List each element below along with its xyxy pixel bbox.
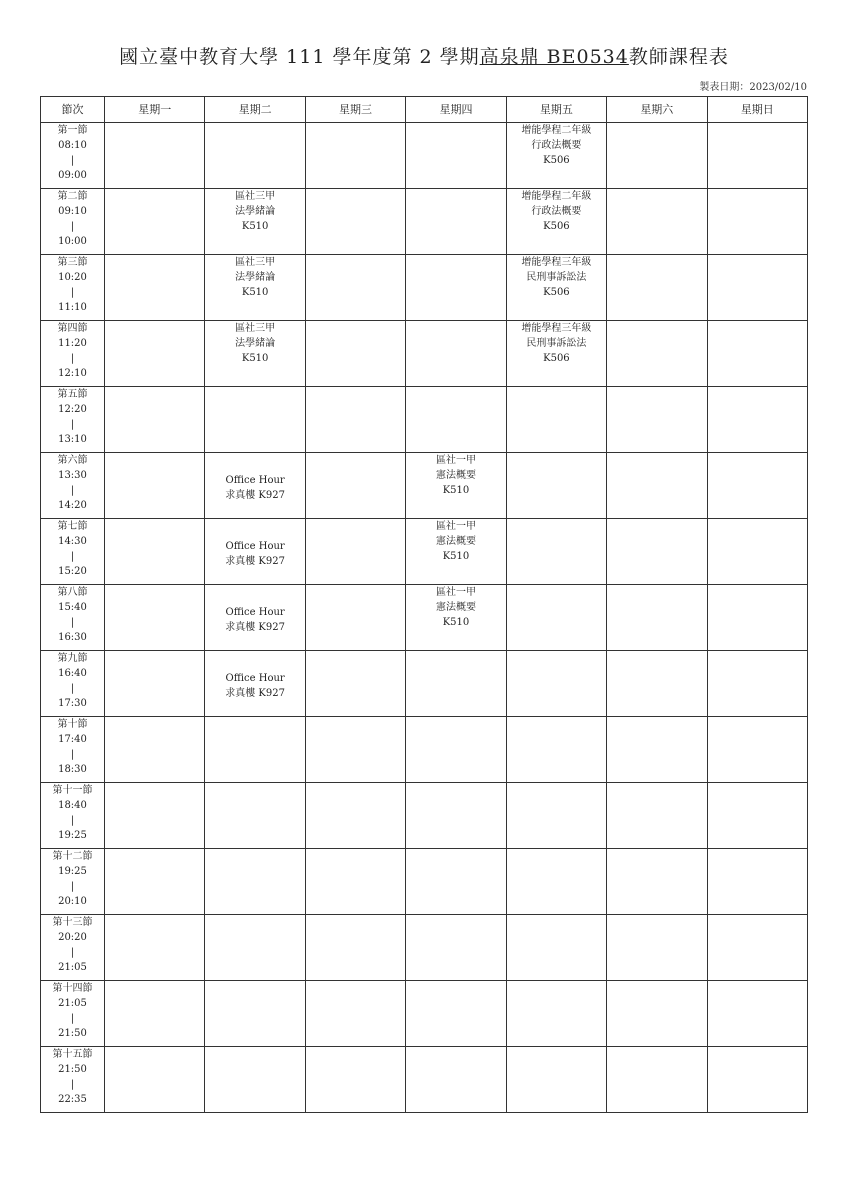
schedule-cell bbox=[305, 651, 405, 717]
course-cell bbox=[406, 453, 506, 519]
schedule-cell bbox=[406, 651, 506, 717]
period-start: 14:30 bbox=[58, 536, 87, 547]
course-line: 民刑事訴訟法 bbox=[526, 338, 587, 349]
schedule-cell bbox=[105, 717, 205, 783]
period-sep: | bbox=[70, 749, 75, 760]
schedule-cell bbox=[607, 585, 707, 651]
period-sep: | bbox=[70, 947, 75, 958]
schedule-cell bbox=[707, 651, 807, 717]
course-line: 求真樓 K927 bbox=[225, 490, 285, 501]
period-name: 第六節 bbox=[57, 455, 88, 466]
period-cell bbox=[41, 1047, 105, 1113]
schedule-cell bbox=[406, 783, 506, 849]
schedule-cell bbox=[506, 519, 606, 585]
course-cell bbox=[506, 189, 606, 255]
header-tuesday: 星期二 bbox=[205, 97, 305, 123]
course-line: K510 bbox=[241, 287, 269, 298]
course-line: 民刑事訴訟法 bbox=[526, 272, 587, 283]
period-row bbox=[41, 255, 808, 321]
schedule-cell bbox=[105, 321, 205, 387]
schedule-cell bbox=[305, 123, 405, 189]
schedule-cell bbox=[305, 453, 405, 519]
period-start: 21:05 bbox=[58, 998, 87, 1009]
course-line: 區社一甲 bbox=[435, 587, 476, 598]
schedule-cell bbox=[707, 849, 807, 915]
period-cell bbox=[41, 189, 105, 255]
period-end: 19:25 bbox=[58, 830, 87, 841]
schedule-cell bbox=[607, 981, 707, 1047]
schedule-cell bbox=[205, 387, 305, 453]
period-cell bbox=[41, 255, 105, 321]
period-row bbox=[41, 387, 808, 453]
header-sunday: 星期日 bbox=[707, 97, 807, 123]
period-start: 13:30 bbox=[58, 470, 87, 481]
schedule-cell bbox=[105, 387, 205, 453]
schedule-cell bbox=[506, 915, 606, 981]
period-row bbox=[41, 453, 808, 519]
schedule-cell bbox=[607, 783, 707, 849]
course-line: 區社三甲 bbox=[235, 191, 276, 202]
period-start: 10:20 bbox=[58, 272, 87, 283]
course-line: K506 bbox=[543, 353, 570, 364]
course-cell bbox=[205, 651, 305, 717]
period-name: 第七節 bbox=[57, 521, 88, 532]
period-start: 19:25 bbox=[58, 866, 87, 877]
period-sep: | bbox=[70, 815, 75, 826]
schedule-cell bbox=[707, 453, 807, 519]
schedule-cell bbox=[506, 717, 606, 783]
schedule-cell bbox=[105, 915, 205, 981]
page-title bbox=[0, 44, 848, 70]
period-cell bbox=[41, 849, 105, 915]
period-sep: | bbox=[70, 419, 75, 430]
period-end: 15:20 bbox=[58, 566, 87, 577]
period-cell bbox=[41, 321, 105, 387]
course-cell bbox=[205, 255, 305, 321]
course-line: K506 bbox=[543, 221, 570, 232]
schedule-cell bbox=[105, 255, 205, 321]
period-cell bbox=[41, 585, 105, 651]
schedule-cell bbox=[406, 387, 506, 453]
schedule-cell bbox=[105, 849, 205, 915]
schedule-cell bbox=[607, 915, 707, 981]
course-line: 增能學程三年級 bbox=[521, 323, 592, 334]
period-end: 18:30 bbox=[58, 764, 87, 775]
schedule-cell bbox=[607, 189, 707, 255]
period-sep: | bbox=[70, 551, 75, 562]
course-line: Office Hour bbox=[225, 475, 285, 486]
course-line: K510 bbox=[442, 485, 470, 496]
schedule-cell bbox=[607, 387, 707, 453]
period-cell bbox=[41, 717, 105, 783]
period-name: 第十二節 bbox=[52, 851, 93, 862]
schedule-cell bbox=[707, 1047, 807, 1113]
period-end: 16:30 bbox=[58, 632, 87, 643]
schedule-cell bbox=[607, 717, 707, 783]
schedule-cell bbox=[406, 189, 506, 255]
schedule-cell bbox=[105, 651, 205, 717]
course-line: Office Hour bbox=[225, 673, 285, 684]
course-cell bbox=[406, 585, 506, 651]
course-line: 求真樓 K927 bbox=[225, 622, 285, 633]
schedule-cell bbox=[607, 849, 707, 915]
schedule-cell bbox=[707, 717, 807, 783]
course-cell bbox=[205, 321, 305, 387]
period-end: 10:00 bbox=[58, 236, 87, 247]
course-cell bbox=[205, 453, 305, 519]
schedule-cell bbox=[506, 783, 606, 849]
teacher-name: 高泉鼎 BE0534 bbox=[479, 46, 629, 68]
course-line: K510 bbox=[241, 353, 269, 364]
schedule-cell bbox=[607, 519, 707, 585]
schedule-cell bbox=[506, 585, 606, 651]
period-name: 第十一節 bbox=[52, 785, 93, 796]
schedule-cell bbox=[305, 915, 405, 981]
period-row bbox=[41, 189, 808, 255]
period-start: 16:40 bbox=[58, 668, 87, 679]
period-row bbox=[41, 585, 808, 651]
schedule-cell bbox=[707, 189, 807, 255]
period-start: 12:20 bbox=[58, 404, 87, 415]
period-end: 11:10 bbox=[58, 302, 87, 313]
schedule-cell bbox=[105, 783, 205, 849]
period-cell bbox=[41, 453, 105, 519]
schedule-cell bbox=[105, 1047, 205, 1113]
schedule-cell bbox=[305, 321, 405, 387]
period-name: 第十四節 bbox=[52, 983, 93, 994]
period-name: 第五節 bbox=[57, 389, 88, 400]
course-cell bbox=[506, 123, 606, 189]
period-end: 14:20 bbox=[58, 500, 87, 511]
course-cell bbox=[205, 519, 305, 585]
schedule-cell bbox=[305, 717, 405, 783]
period-sep: | bbox=[70, 683, 75, 694]
schedule-cell bbox=[105, 453, 205, 519]
schedule-cell bbox=[506, 1047, 606, 1113]
course-line: 區社三甲 bbox=[235, 257, 276, 268]
schedule-cell bbox=[406, 915, 506, 981]
schedule-cell bbox=[305, 387, 405, 453]
period-cell bbox=[41, 981, 105, 1047]
schedule-cell bbox=[506, 387, 606, 453]
schedule-cell bbox=[607, 1047, 707, 1113]
schedule-cell bbox=[607, 123, 707, 189]
timetable bbox=[40, 96, 808, 1113]
course-cell bbox=[205, 585, 305, 651]
schedule-cell bbox=[305, 981, 405, 1047]
schedule-cell bbox=[707, 255, 807, 321]
schedule-cell bbox=[707, 321, 807, 387]
made-date: 製表日期：2023/02/10 bbox=[699, 82, 807, 93]
schedule-cell bbox=[607, 255, 707, 321]
period-start: 15:40 bbox=[58, 602, 87, 613]
course-line: 增能學程二年級 bbox=[521, 125, 592, 136]
period-name: 第九節 bbox=[57, 653, 88, 664]
period-start: 08:10 bbox=[58, 140, 87, 151]
period-row bbox=[41, 651, 808, 717]
period-sep: | bbox=[70, 155, 75, 166]
course-cell bbox=[506, 321, 606, 387]
course-line: Office Hour bbox=[225, 607, 285, 618]
header-period: 節次 bbox=[41, 97, 105, 123]
period-start: 21:50 bbox=[58, 1064, 87, 1075]
schedule-cell bbox=[506, 849, 606, 915]
schedule-cell bbox=[607, 651, 707, 717]
schedule-cell bbox=[406, 255, 506, 321]
course-line: Office Hour bbox=[225, 541, 285, 552]
period-name: 第八節 bbox=[57, 587, 88, 598]
period-row bbox=[41, 321, 808, 387]
schedule-cell bbox=[305, 849, 405, 915]
header-friday: 星期五 bbox=[506, 97, 606, 123]
period-row bbox=[41, 1047, 808, 1113]
schedule-cell bbox=[406, 321, 506, 387]
period-cell bbox=[41, 387, 105, 453]
course-line: 區社三甲 bbox=[235, 323, 276, 334]
course-line: 增能學程二年級 bbox=[521, 191, 592, 202]
schedule-cell bbox=[305, 519, 405, 585]
schedule-cell bbox=[406, 981, 506, 1047]
course-cell bbox=[205, 189, 305, 255]
schedule-cell bbox=[305, 783, 405, 849]
period-end: 13:10 bbox=[58, 434, 87, 445]
period-name: 第四節 bbox=[57, 323, 88, 334]
period-cell bbox=[41, 651, 105, 717]
course-cell bbox=[406, 519, 506, 585]
course-line: 法學緒論 bbox=[235, 272, 276, 283]
period-sep: | bbox=[70, 287, 75, 298]
schedule-cell bbox=[707, 783, 807, 849]
course-line: 法學緒論 bbox=[235, 338, 276, 349]
schedule-cell bbox=[707, 387, 807, 453]
period-start: 18:40 bbox=[58, 800, 87, 811]
schedule-cell bbox=[205, 717, 305, 783]
header-monday: 星期一 bbox=[105, 97, 205, 123]
period-end: 12:10 bbox=[58, 368, 87, 379]
schedule-cell bbox=[406, 849, 506, 915]
schedule-cell bbox=[105, 585, 205, 651]
period-name: 第三節 bbox=[57, 257, 88, 268]
period-start: 20:20 bbox=[58, 932, 87, 943]
period-end: 21:50 bbox=[58, 1028, 87, 1039]
course-line: 區社一甲 bbox=[435, 455, 476, 466]
period-end: 20:10 bbox=[58, 896, 87, 907]
period-cell bbox=[41, 915, 105, 981]
period-end: 17:30 bbox=[58, 698, 87, 709]
course-line: 憲法概要 bbox=[435, 470, 476, 481]
period-sep: | bbox=[70, 617, 75, 628]
schedule-cell bbox=[305, 189, 405, 255]
course-line: K510 bbox=[442, 617, 470, 628]
schedule-cell bbox=[205, 783, 305, 849]
course-line: K510 bbox=[442, 551, 470, 562]
period-row bbox=[41, 915, 808, 981]
schedule-cell bbox=[406, 717, 506, 783]
header-thursday: 星期四 bbox=[406, 97, 506, 123]
header-row bbox=[41, 97, 808, 123]
course-line: K506 bbox=[543, 287, 570, 298]
period-row bbox=[41, 981, 808, 1047]
period-cell bbox=[41, 783, 105, 849]
period-row bbox=[41, 123, 808, 189]
title-suffix: 教師課程表 bbox=[628, 46, 729, 68]
course-line: K506 bbox=[543, 155, 570, 166]
period-name: 第二節 bbox=[57, 191, 88, 202]
course-line: 憲法概要 bbox=[435, 602, 476, 613]
period-cell bbox=[41, 519, 105, 585]
header-saturday: 星期六 bbox=[607, 97, 707, 123]
period-sep: | bbox=[70, 1079, 75, 1090]
course-line: 法學緒論 bbox=[235, 206, 276, 217]
schedule-cell bbox=[707, 915, 807, 981]
period-sep: | bbox=[70, 881, 75, 892]
schedule-cell bbox=[105, 981, 205, 1047]
schedule-cell bbox=[707, 981, 807, 1047]
schedule-cell bbox=[105, 123, 205, 189]
schedule-cell bbox=[506, 651, 606, 717]
course-line: 憲法概要 bbox=[435, 536, 476, 547]
period-row bbox=[41, 519, 808, 585]
header-wednesday: 星期三 bbox=[305, 97, 405, 123]
period-start: 11:20 bbox=[58, 338, 87, 349]
period-end: 21:05 bbox=[58, 962, 87, 973]
period-sep: | bbox=[70, 485, 75, 496]
schedule-cell bbox=[506, 981, 606, 1047]
title-prefix: 國立臺中教育大學 111 學年度第 2 學期 bbox=[119, 46, 480, 68]
schedule-cell bbox=[707, 123, 807, 189]
period-row bbox=[41, 849, 808, 915]
period-row bbox=[41, 717, 808, 783]
schedule-cell bbox=[506, 453, 606, 519]
schedule-cell bbox=[105, 519, 205, 585]
schedule-cell bbox=[607, 321, 707, 387]
schedule-cell bbox=[305, 585, 405, 651]
schedule-cell bbox=[707, 519, 807, 585]
schedule-cell bbox=[305, 255, 405, 321]
period-cell bbox=[41, 123, 105, 189]
course-line: 求真樓 K927 bbox=[225, 556, 285, 567]
period-row bbox=[41, 783, 808, 849]
period-name: 第十節 bbox=[57, 719, 88, 730]
course-line: 區社一甲 bbox=[435, 521, 476, 532]
schedule-cell bbox=[205, 123, 305, 189]
period-name: 第十三節 bbox=[52, 917, 93, 928]
period-start: 09:10 bbox=[58, 206, 87, 217]
course-line: 求真樓 K927 bbox=[225, 688, 285, 699]
period-end: 09:00 bbox=[58, 170, 87, 181]
period-name: 第十五節 bbox=[52, 1049, 93, 1060]
period-sep: | bbox=[70, 221, 75, 232]
period-name: 第一節 bbox=[57, 125, 88, 136]
schedule-cell bbox=[707, 585, 807, 651]
schedule-cell bbox=[305, 1047, 405, 1113]
course-line: 增能學程三年級 bbox=[521, 257, 592, 268]
period-sep: | bbox=[70, 1013, 75, 1024]
schedule-cell bbox=[205, 915, 305, 981]
course-line: K510 bbox=[241, 221, 269, 232]
schedule-cell bbox=[406, 1047, 506, 1113]
period-sep: | bbox=[70, 353, 75, 364]
schedule-cell bbox=[205, 1047, 305, 1113]
schedule-cell bbox=[105, 189, 205, 255]
schedule-cell bbox=[607, 453, 707, 519]
period-end: 22:35 bbox=[58, 1094, 87, 1105]
course-line: 行政法概要 bbox=[531, 140, 582, 151]
course-cell bbox=[506, 255, 606, 321]
period-start: 17:40 bbox=[58, 734, 87, 745]
schedule-cell bbox=[406, 123, 506, 189]
schedule-cell bbox=[205, 981, 305, 1047]
timetable-body bbox=[41, 123, 808, 1113]
course-line: 行政法概要 bbox=[531, 206, 582, 217]
schedule-cell bbox=[205, 849, 305, 915]
